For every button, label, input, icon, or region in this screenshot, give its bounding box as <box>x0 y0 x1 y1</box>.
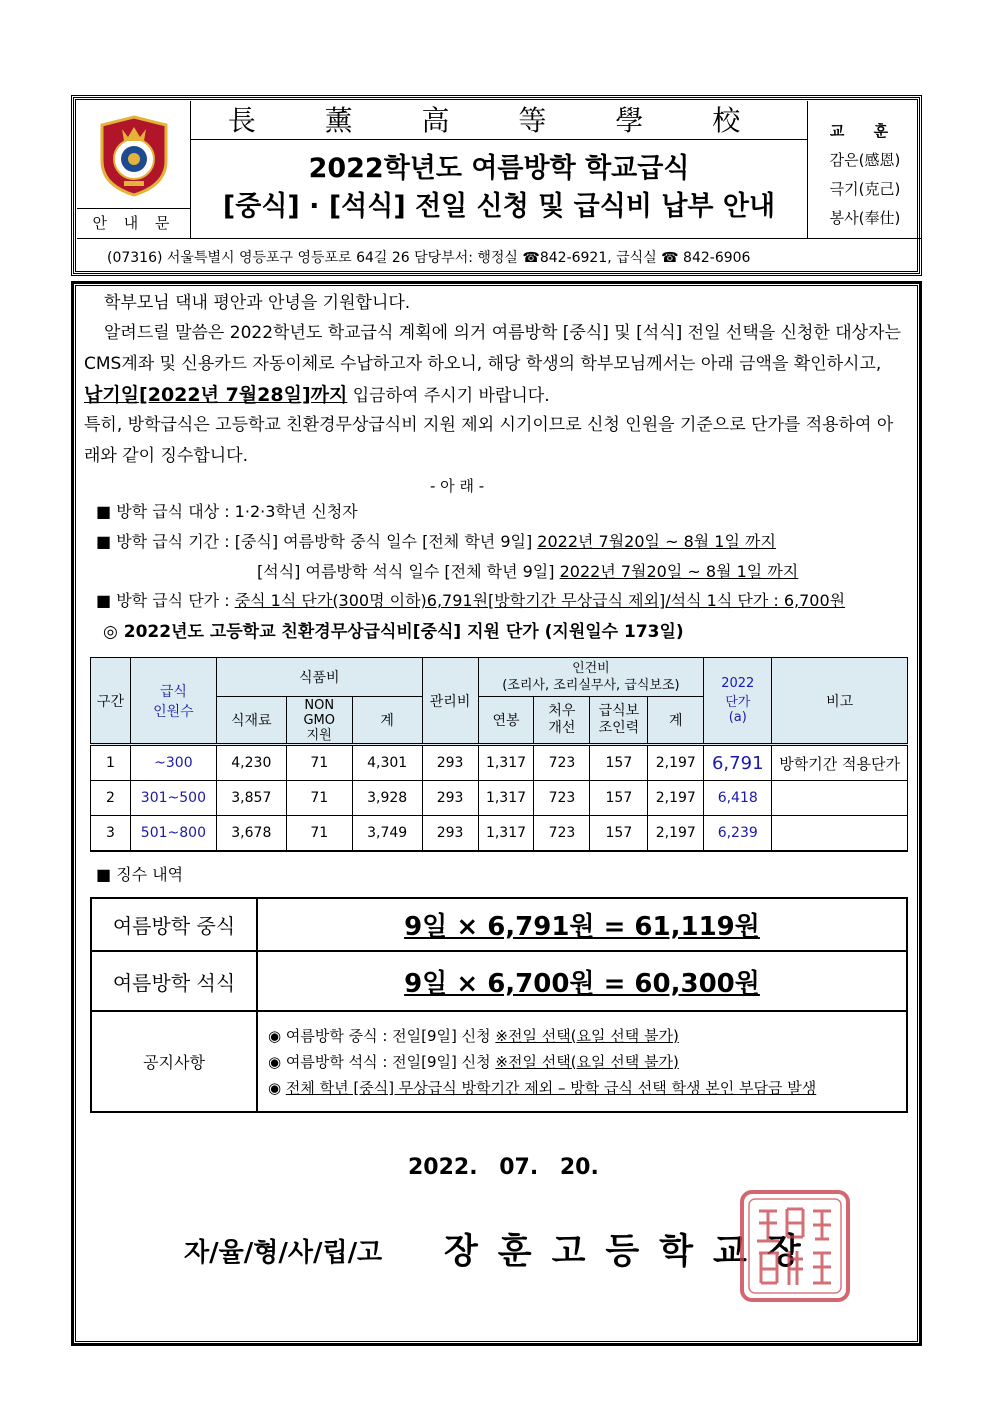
lunch-amount-text: 9일 × 6,791원 = 61,119원 <box>404 912 760 942</box>
cell-benefit: 723 <box>534 816 590 851</box>
header-salary: 연봉 <box>478 697 534 745</box>
cell-section: 1 <box>91 745 131 781</box>
below-marker: - 아 래 - <box>430 477 485 495</box>
collection-row-lunch <box>91 898 907 951</box>
header-helper: 급식보 조인력 <box>590 697 648 745</box>
header-mgmt: 관리비 <box>422 658 478 745</box>
cell-benefit: 723 <box>534 781 590 816</box>
cell-salary: 1,317 <box>478 816 534 851</box>
header-box <box>71 95 922 276</box>
header-section: 구간 <box>91 658 131 745</box>
motto-heading: 교 훈 <box>829 122 901 140</box>
cell-note <box>772 816 908 851</box>
period-line-1 <box>96 528 776 556</box>
support-heading: ◎ 2022년도 고등학교 친환경무상급식비[중식] 지원 단가 (지원일수 173일) <box>103 622 684 642</box>
cell-material: 3,678 <box>216 816 286 851</box>
title-line-2: [중식] · [석식] 전일 신청 및 급식비 납부 안내 <box>222 191 776 222</box>
header-food: 식품비 <box>216 658 422 697</box>
header-note: 비고 <box>772 658 908 745</box>
cell-count: ~300 <box>130 745 216 781</box>
address-line: (07316) 서울특별시 영등포구 영등포로 64길 26 담당부서: 행정실 ☎842-6921, 급식실 ☎ 842-6906 <box>77 238 922 276</box>
school-motto <box>807 101 922 238</box>
signer-prefix: 자/율/형/사/립/고 <box>184 1238 383 1268</box>
period-1-dates: 2022년 7월20일 ~ 8월 1일 까지 <box>537 532 776 551</box>
cell-helper: 157 <box>590 816 648 851</box>
issue-date: 2022. 07. 20. <box>408 1155 599 1180</box>
cell-material: 3,857 <box>216 781 286 816</box>
notice-3-text: 전체 학년 [중식] 무상급식 방학기간 제외 – 방학 급식 선택 학생 본인 부담금 발생 <box>285 1078 817 1097</box>
cell-food-total: 3,749 <box>352 816 422 851</box>
paragraph-1-tail: 입금하여 주시기 바랍니다. <box>347 386 550 406</box>
lunch-amount <box>257 898 907 951</box>
document-title <box>191 140 807 238</box>
header-labor-total: 계 <box>648 697 704 745</box>
notice-1-note: ※전일 선택(요일 선택 불가) <box>495 1026 679 1045</box>
header-count: 급식 인원수 <box>130 658 216 745</box>
cell-mgmt: 293 <box>422 781 478 816</box>
price-line <box>96 587 845 615</box>
price-label: ■ 방학 급식 단가 : <box>96 591 235 610</box>
cell-labor-total: 2,197 <box>648 781 704 816</box>
cell-benefit: 723 <box>534 745 590 781</box>
notice-2-note: ※전일 선택(요일 선택 불가) <box>495 1052 679 1071</box>
doc-type-label: 안 내 문 <box>77 208 191 236</box>
period-1-text: [중식] 여름방학 중식 일수 [전체 학년 9일] <box>234 532 538 551</box>
cell-mgmt: 293 <box>422 816 478 851</box>
period-2-text: [석식] 여름방학 석식 일수 [전체 학년 9일] <box>257 562 560 581</box>
cell-salary: 1,317 <box>478 781 534 816</box>
signer-name: 장훈고등학교장 <box>444 1232 821 1272</box>
notice-item <box>268 1023 906 1049</box>
notice-item <box>268 1049 906 1075</box>
cell-salary: 1,317 <box>478 745 534 781</box>
dinner-amount-text: 9일 × 6,700원 = 60,300원 <box>404 968 760 999</box>
cell-helper: 157 <box>590 745 648 781</box>
period-2-dates: 2022년 7월20일 ~ 8월 1일 까지 <box>559 562 799 581</box>
motto-item: 봉사(奉仕) <box>829 209 901 227</box>
school-name: 長 薰 高 等 學 校 <box>191 101 807 140</box>
title-line-1: 2022학년도 여름방학 학교급식 <box>308 153 690 184</box>
cell-food-total: 3,928 <box>352 781 422 816</box>
due-date: 납기일[2022년 7월28일]까지 <box>84 384 348 406</box>
cell-helper: 157 <box>590 781 648 816</box>
paragraph-2: 특히, 방학급식은 고등학교 친환경무상급식비 지원 제외 시기이므로 신청 인원을 기준으로 단가를 적용하여 아래와 같이 징수합니다. <box>84 415 894 466</box>
table-row <box>91 781 908 816</box>
dinner-amount <box>257 951 907 1011</box>
cell-unit-price: 6,791 <box>704 745 772 781</box>
period-line-2 <box>257 558 798 586</box>
cell-mgmt: 293 <box>422 745 478 781</box>
notice-2-text: ◉ 여름방학 석식 : 전일[9일] 신청 <box>268 1052 496 1071</box>
target-line: ■ 방학 급식 대상 : 1·2·3학년 신청자 <box>96 502 358 521</box>
header-unit-price: 2022 단가 (a) <box>704 658 772 745</box>
period-label: ■ 방학 급식 기간 : <box>96 532 235 551</box>
paragraph-1 <box>84 318 904 412</box>
lunch-label: 여름방학 중식 <box>91 898 257 951</box>
header-labor: 인건비 (조리사, 조리실무사, 급식보조) <box>478 658 704 697</box>
cell-count: 501~800 <box>130 816 216 851</box>
notice-label: 공지사항 <box>91 1011 257 1112</box>
motto-item: 극기(克己) <box>829 180 901 198</box>
cell-section: 2 <box>91 781 131 816</box>
notice-item <box>268 1075 906 1101</box>
notice-list <box>257 1011 907 1112</box>
price-table <box>90 657 908 852</box>
table-row <box>91 816 908 851</box>
header-benefit: 처우 개선 <box>534 697 590 745</box>
notice-3-bullet: ◉ <box>268 1078 286 1097</box>
cell-nongmo: 71 <box>286 745 352 781</box>
header-nongmo: NON GMO 지원 <box>286 697 352 745</box>
cell-unit-price: 6,239 <box>704 816 772 851</box>
collection-table <box>90 897 908 1113</box>
price-text: 중식 1식 단가(300명 이하)6,791원[방학기간 무상급식 제외]/석식 1식 단가 : 6,700원 <box>234 591 846 610</box>
collection-row-dinner <box>91 951 907 1011</box>
cell-unit-price: 6,418 <box>704 781 772 816</box>
header-food-material: 식재료 <box>216 697 286 745</box>
school-emblem-icon <box>98 115 170 197</box>
cell-nongmo: 71 <box>286 816 352 851</box>
cell-note: 방학기간 적용단가 <box>772 745 908 781</box>
cell-labor-total: 2,197 <box>648 816 704 851</box>
greeting: 학부모님 댁내 평안과 안녕을 기원합니다. <box>104 293 411 313</box>
cell-nongmo: 71 <box>286 781 352 816</box>
header-food-total: 계 <box>352 697 422 745</box>
cell-note <box>772 781 908 816</box>
motto-item: 감은(感恩) <box>829 151 901 169</box>
cell-labor-total: 2,197 <box>648 745 704 781</box>
cell-count: 301~500 <box>130 781 216 816</box>
cell-food-total: 4,301 <box>352 745 422 781</box>
paragraph-1-text: 알려드릴 말씀은 2022학년도 학교급식 계획에 의거 여름방학 [중식] 및 [석식] 전일 선택을 신청한 대상자는 CMS계좌 및 신용카드 자동이체로 수납하고자 하오니, 해당 학생의 학부모님께서는 아래 금액을 확인하시고, <box>84 323 901 374</box>
official-seal-icon <box>739 1189 851 1303</box>
logo-cell <box>77 101 191 238</box>
notice-1-text: ◉ 여름방학 중식 : 전일[9일] 신청 <box>268 1026 496 1045</box>
collection-heading: ■ 징수 내역 <box>96 865 184 884</box>
collection-row-notice <box>91 1011 907 1112</box>
dinner-label: 여름방학 석식 <box>91 951 257 1011</box>
table-row <box>91 745 908 781</box>
cell-material: 4,230 <box>216 745 286 781</box>
cell-section: 3 <box>91 816 131 851</box>
